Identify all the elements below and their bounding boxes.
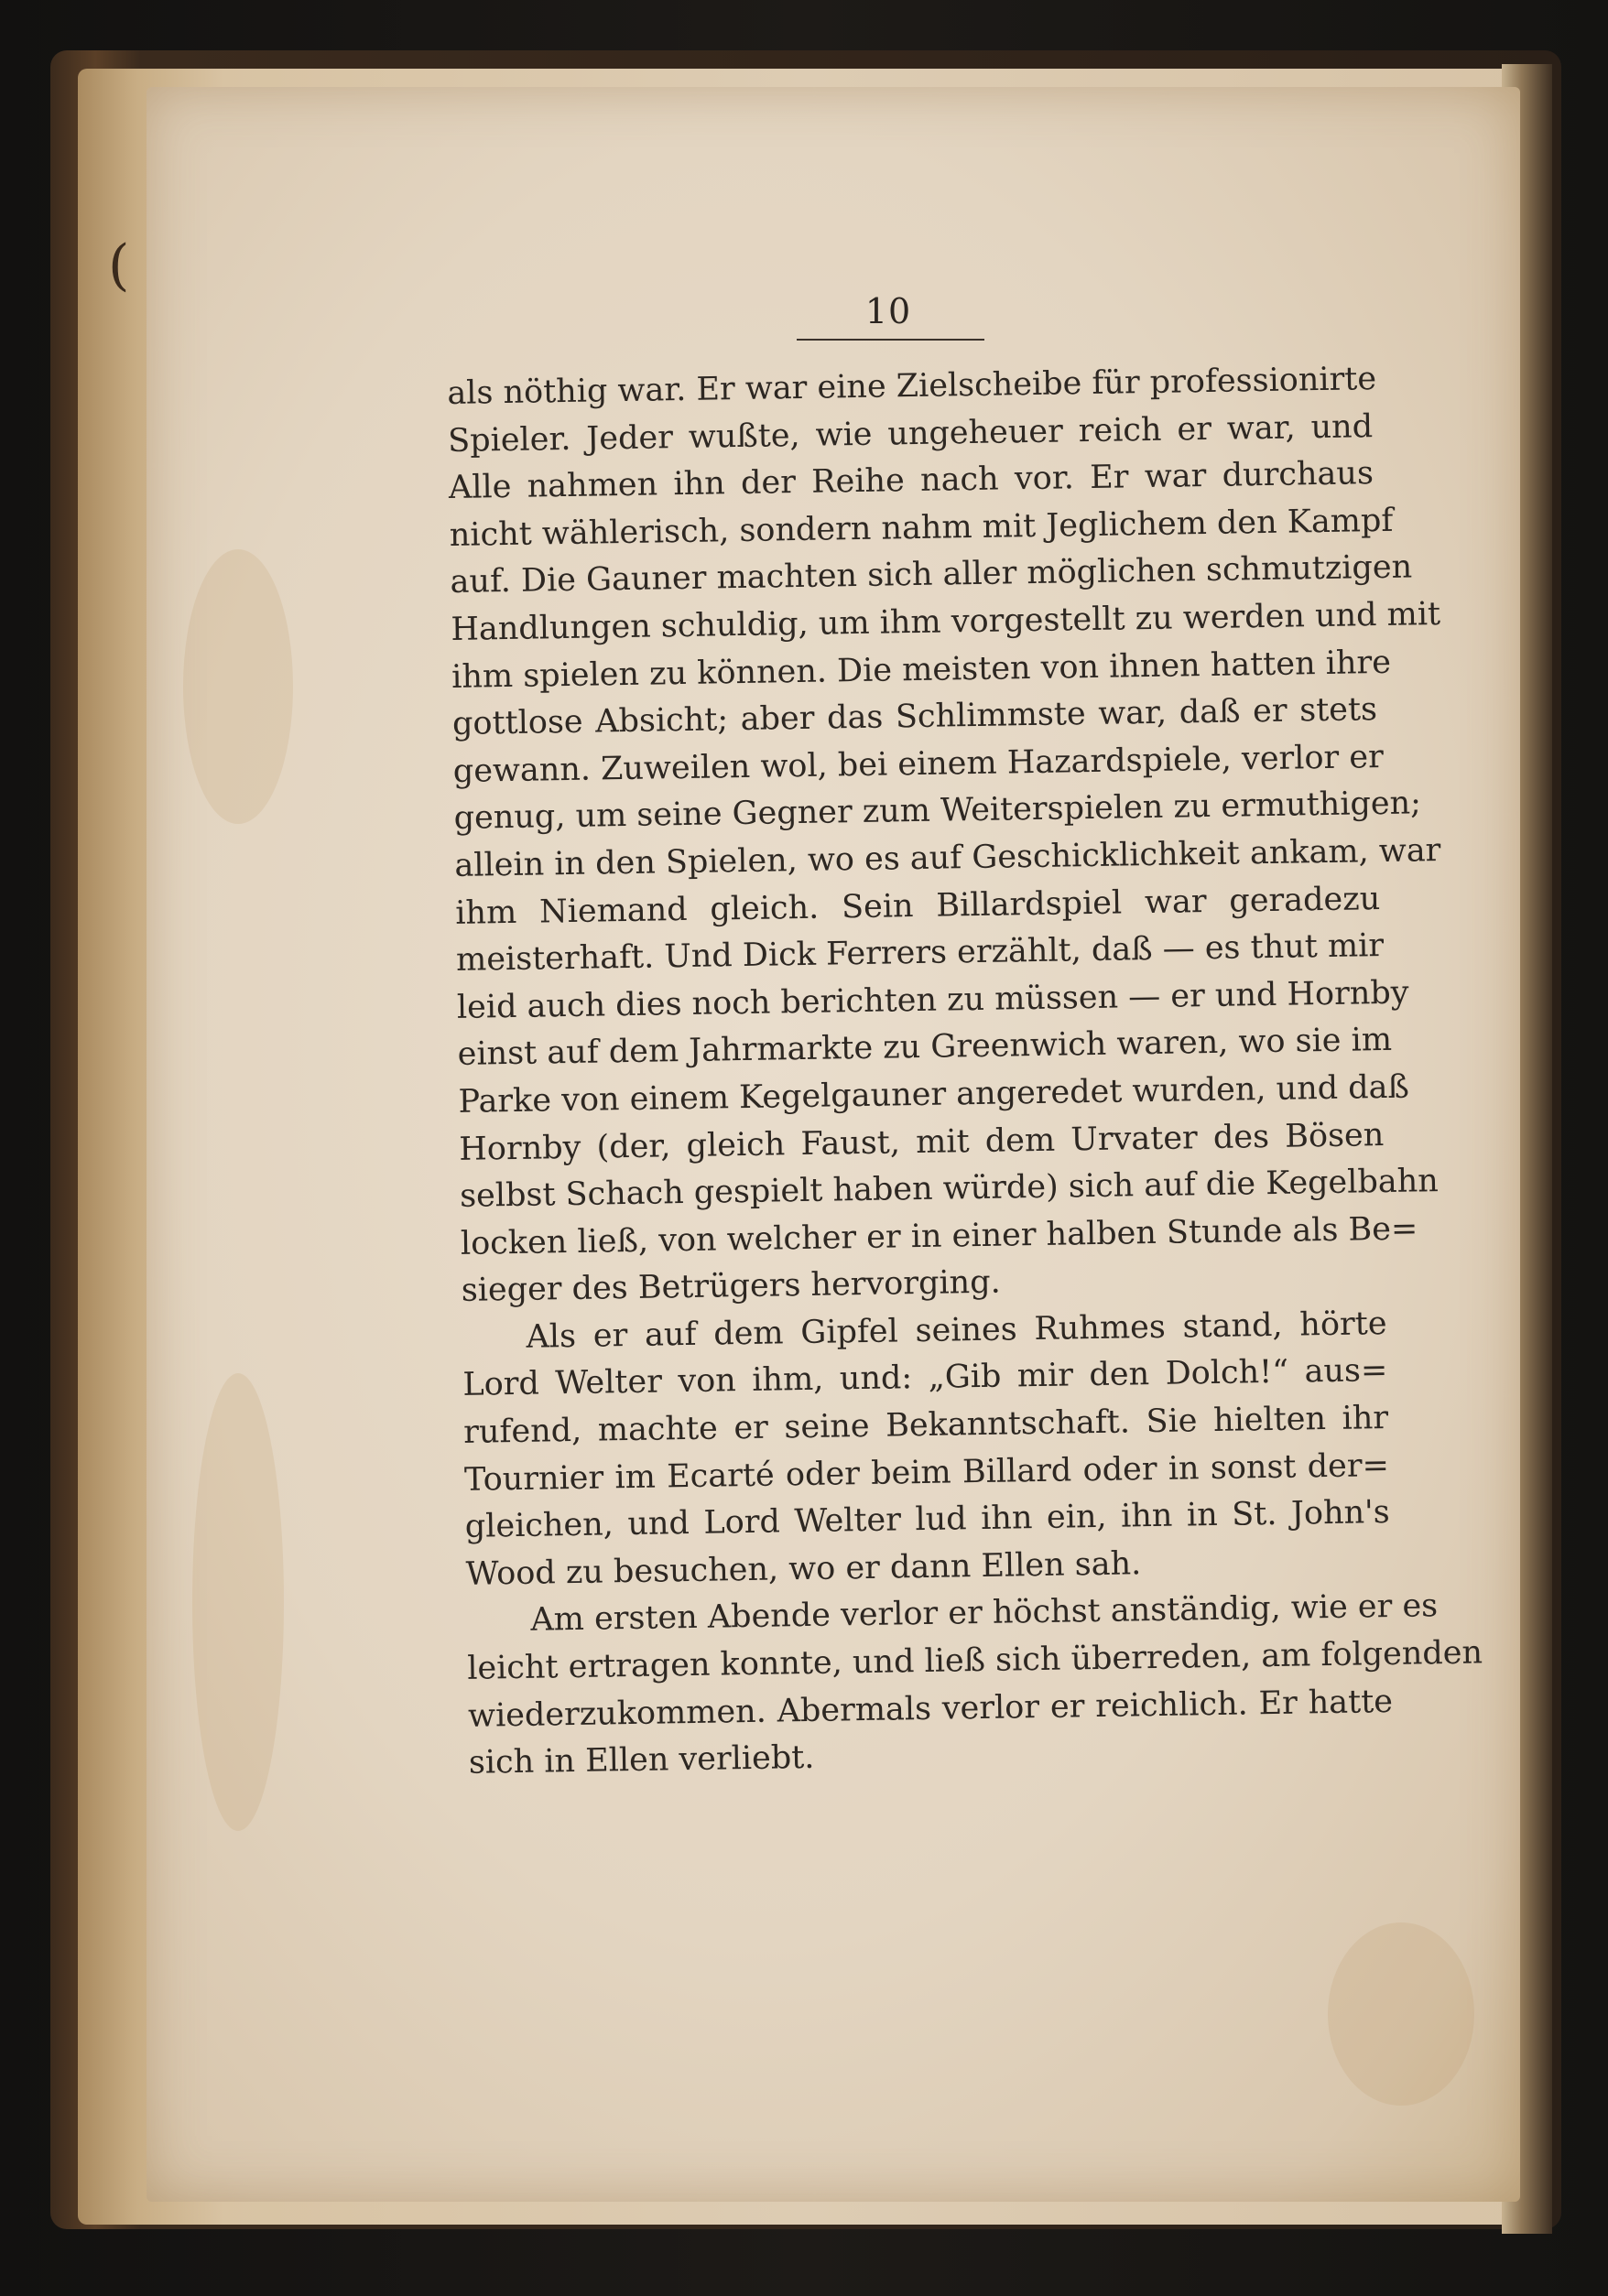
foxing-stain bbox=[192, 1373, 284, 1831]
text-line: selbst Schach gespielt haben würde) sich auf die Kegelbahn bbox=[459, 1163, 1440, 1215]
foxing-stain bbox=[183, 549, 293, 824]
text-line: genug, um seine Gegner zum Weiterspielen zu ermuthigen; bbox=[453, 785, 1422, 838]
text-line: Als er auf dem Gipfel seines Ruhmes stand, hörte bbox=[526, 1305, 1387, 1356]
text-line: rufend, machte er seine Bekanntschaft. Sie hielten ihr bbox=[462, 1400, 1389, 1451]
page-number-rule bbox=[797, 339, 984, 341]
text-line: leid auch dies noch berichten zu müssen — er und Hornby bbox=[456, 974, 1409, 1026]
text-line: Handlungen schuldig, um ihm vorgestellt zu werden und mit bbox=[451, 595, 1441, 648]
text-line: als nöthig war. Er war eine Zielscheibe für professionirte bbox=[447, 361, 1377, 412]
text-line: Spieler. Jeder wußte, wie ungeheuer reich er war, und bbox=[447, 407, 1374, 460]
text-line: Hornby (der, gleich Faust, mit dem Urvater des Bösen bbox=[459, 1116, 1385, 1168]
margin-mark: ( bbox=[108, 233, 130, 298]
text-line: sich in Ellen verliebt. bbox=[468, 1739, 815, 1782]
text-line: auf. Die Gauner machten sich aller möglichen schmutzigen bbox=[450, 548, 1413, 601]
text-line: Lord Welter von ihm, und: „Gib mir den Dolch!“ aus= bbox=[462, 1352, 1388, 1404]
text-line: einst auf dem Jahrmarkte zu Greenwich waren, wo sie im bbox=[457, 1022, 1393, 1074]
text-line: locken ließ, von welcher er in einer halben Stunde als Be= bbox=[460, 1210, 1418, 1262]
text-line: ihm spielen zu können. Die meisten von ihnen hatten ihre bbox=[451, 644, 1392, 696]
text-line: Am ersten Abende verlor er höchst anständig, wie er es bbox=[530, 1587, 1439, 1640]
text-line: Alle nahmen ihn der Reihe nach vor. Er war durchaus bbox=[448, 455, 1374, 507]
text-body bbox=[447, 356, 1483, 1787]
text-line: gewann. Zuweilen wol, bei einem Hazardspiele, verlor er bbox=[452, 738, 1385, 790]
text-line: allein in den Spielen, wo es auf Geschicklichkeit ankam, war bbox=[454, 831, 1441, 884]
text-line: meisterhaft. Und Dick Ferrers erzählt, daß — es thut mir bbox=[455, 927, 1385, 980]
text-line: sieger des Betrügers hervorging. bbox=[461, 1263, 1002, 1310]
text-line: gottlose Absicht; aber das Schlimmste war, daß er stets bbox=[451, 691, 1378, 743]
text-line: gleichen, und Lord Welter lud ihn ein, ihn in St. John's bbox=[464, 1494, 1391, 1546]
text-line: leicht ertragen konnte, und ließ sich überreden, am folgenden bbox=[466, 1634, 1483, 1687]
foxing-stain bbox=[1328, 1922, 1474, 2106]
text-line: Parke von einem Kegelgauner angeredet wurden, und daß bbox=[458, 1068, 1410, 1121]
text-line: wiederzukommen. Abermals verlor er reichlich. Er hatte bbox=[467, 1683, 1394, 1735]
text-line: nicht wählerisch, sondern nahm mit Jeglichem den Kampf bbox=[449, 502, 1394, 554]
text-line: ihm Niemand gleich. Sein Billardspiel war geradezu bbox=[454, 880, 1381, 932]
text-line: Wood zu besuchen, wo er dann Ellen sah. bbox=[465, 1545, 1142, 1593]
page-number: 10 bbox=[864, 291, 912, 331]
text-line: Tournier im Ecarté oder beim Billard oder in sonst der= bbox=[463, 1446, 1390, 1499]
